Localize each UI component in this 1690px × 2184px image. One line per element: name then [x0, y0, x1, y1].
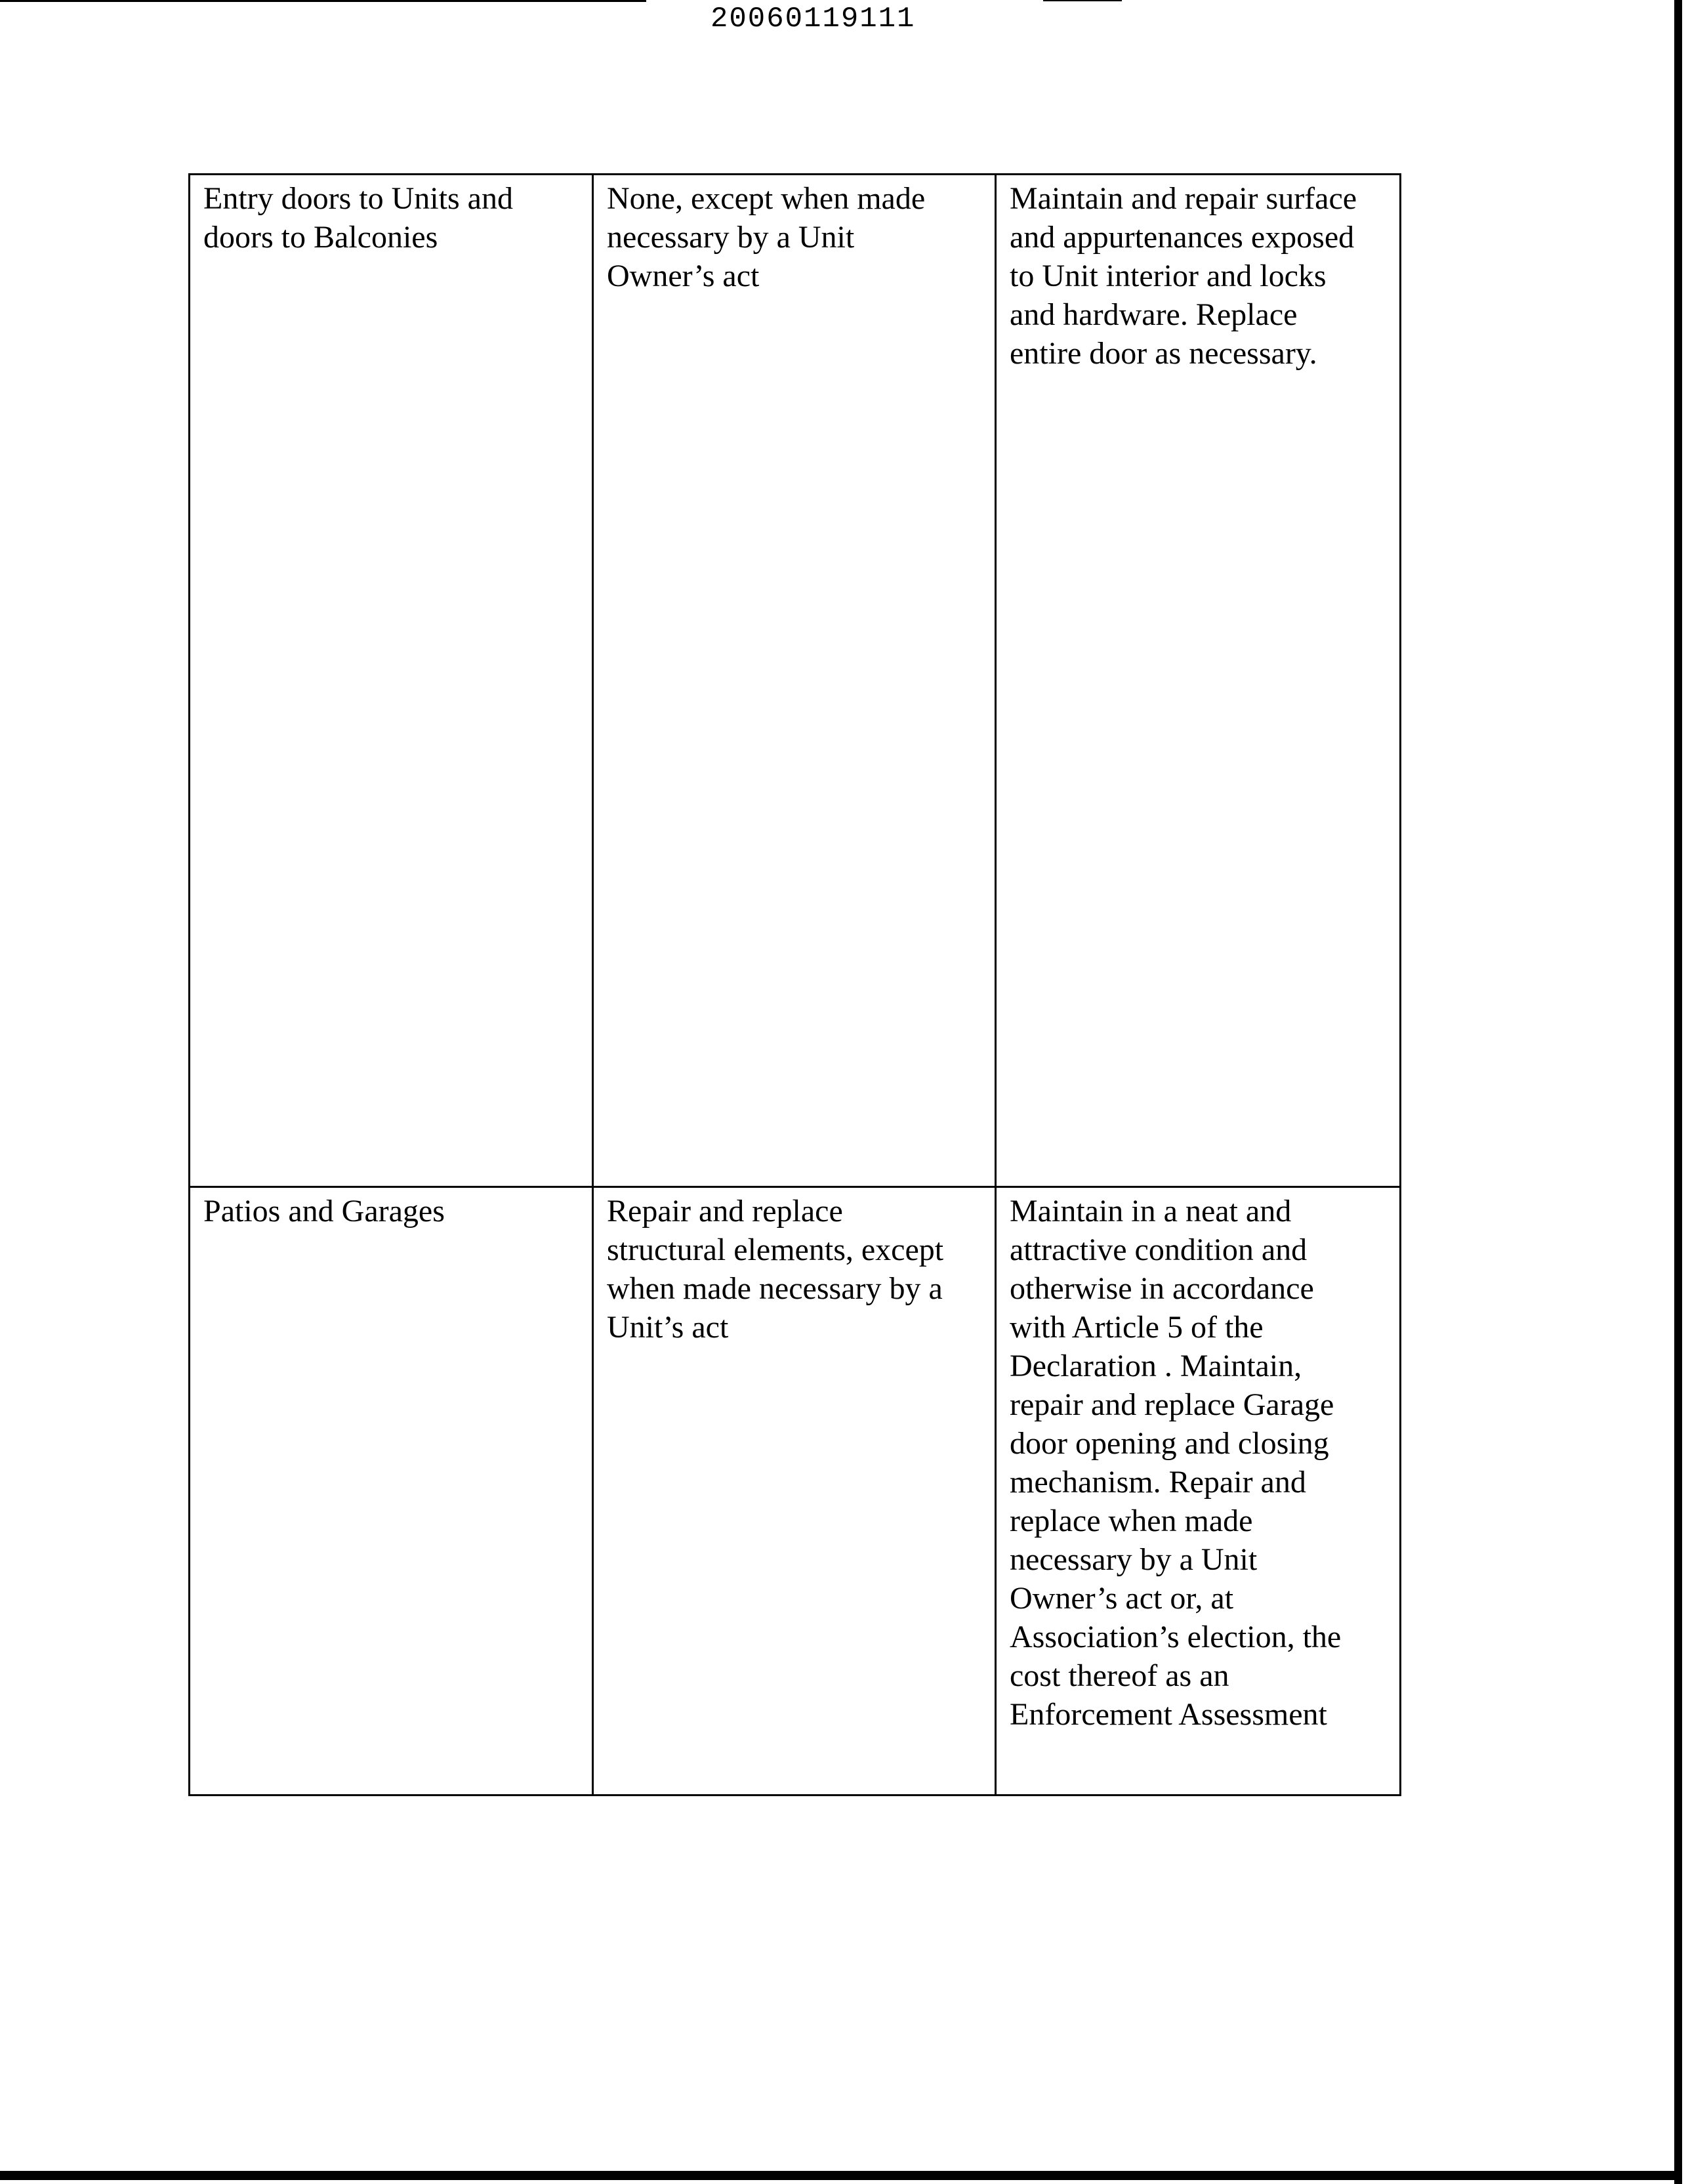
owner-responsibility-cell: Maintain and repair surface and appurtenances exposed to Unit interior and locks and hardware. Replace entire door as necessary.: [996, 175, 1401, 1187]
scan-border-bottom: [0, 2171, 1682, 2180]
owner-responsibility-cell: Maintain in a neat and attractive condition and otherwise in accordance with Article 5 of the Declaration . Maintain, repair and replace Garage door opening and closing mechanism. Repair and replace when made necessary by a Unit Owner’s act or, at Association’s election, the cost thereof as an Enforcement Assessment: [996, 1187, 1401, 1796]
document-number: 20060119111: [711, 3, 916, 35]
table-row: [190, 175, 1401, 1187]
component-cell: Patios and Garages: [190, 1187, 593, 1796]
association-responsibility-cell: None, except when made necessary by a Unit Owner’s act: [593, 175, 996, 1187]
scan-border-right: [1674, 0, 1682, 2184]
scan-edge-top: [0, 0, 646, 2]
table-row: [190, 1187, 1401, 1796]
component-cell: Entry doors to Units and doors to Balconies: [190, 175, 593, 1187]
maintenance-responsibility-table: [188, 173, 1401, 1796]
scan-edge-top-fragment: [1043, 0, 1122, 1]
association-responsibility-cell: Repair and replace structural elements, except when made necessary by a Unit’s act: [593, 1187, 996, 1796]
